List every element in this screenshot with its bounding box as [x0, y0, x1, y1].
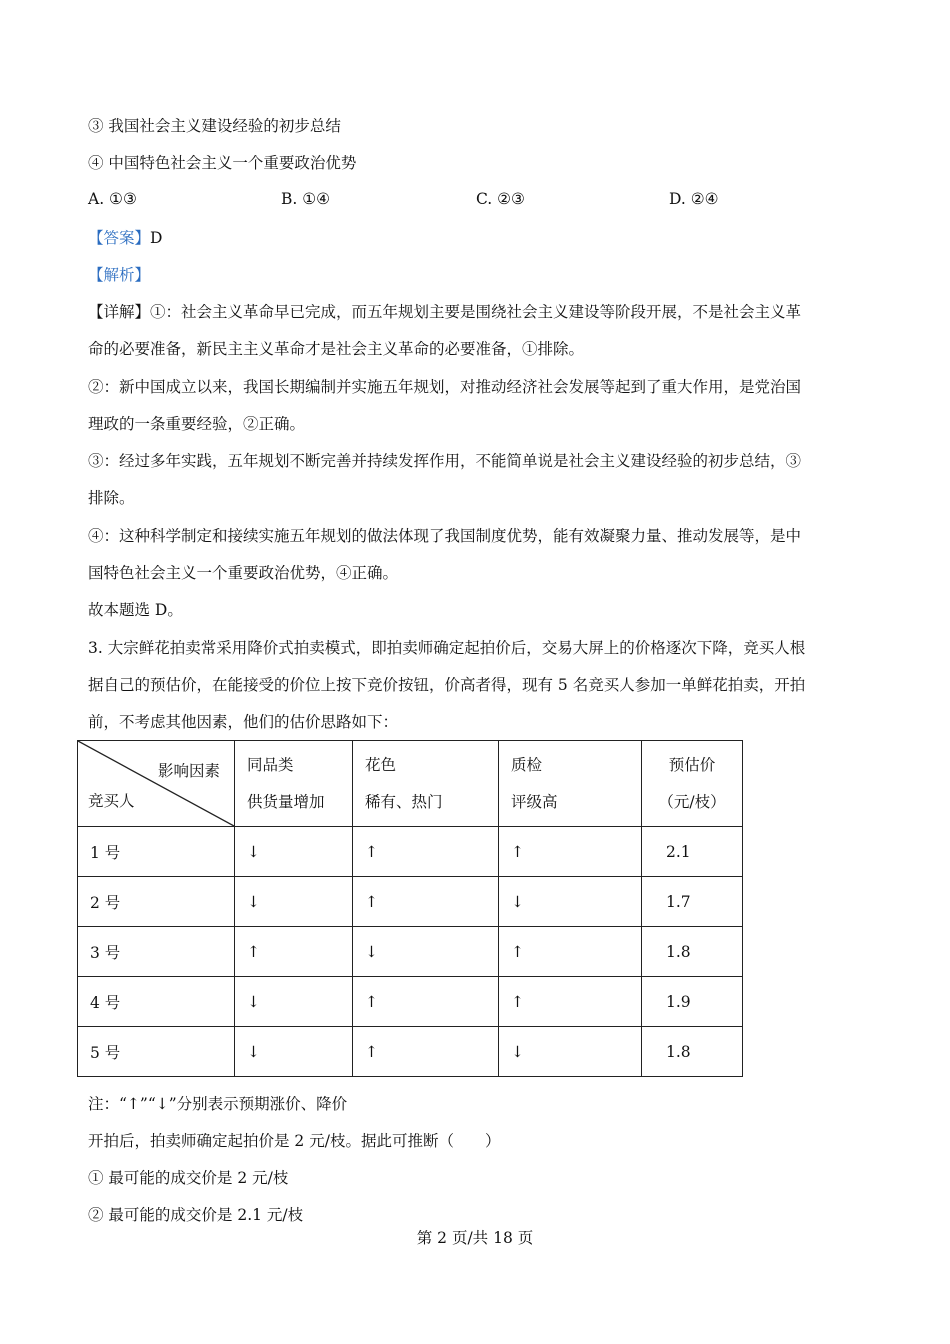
detail-4a: ④：这种科学制定和接续实施五年规划的做法体现了我国制度优势，能有效凝聚力量、推动发展等，是中: [88, 527, 802, 545]
question-3-prompt: 开拍后，拍卖师确定起拍价是 2 元/枝。据此可推断（ ）: [88, 1132, 501, 1150]
corner-label-bidder: 竞买人: [88, 792, 135, 810]
table-row: [78, 827, 743, 877]
supply-trend: ↓: [235, 977, 353, 1027]
estimated-price: 1.9: [642, 977, 743, 1027]
bidder-cell: 2 号: [78, 877, 235, 927]
detail-3b: 排除。: [88, 489, 135, 507]
question-3-line-3: 前，不考虑其他因素，他们的估价思路如下：: [88, 713, 399, 731]
header-color-line1: 花色: [365, 755, 397, 774]
bidder-table: [77, 740, 743, 1077]
conclusion: 故本题选 D。: [88, 601, 183, 619]
color-trend: ↓: [353, 927, 499, 977]
table-note: 注：“↑”“↓”分别表示预期涨价、降价: [88, 1095, 348, 1113]
estimated-price: 2.1: [642, 827, 743, 877]
color-trend: ↑: [353, 877, 499, 927]
supply-trend: ↓: [235, 877, 353, 927]
question-3-option-2: ② 最可能的成交价是 2.1 元/枝: [88, 1206, 304, 1224]
color-trend: ↑: [353, 977, 499, 1027]
bidder-cell: 1 号: [78, 827, 235, 877]
header-supply: [235, 741, 353, 827]
choice-c: C. ②③: [476, 190, 525, 208]
diagonal-line: [78, 741, 234, 826]
quality-trend: ↑: [499, 827, 642, 877]
answer-choices: [88, 190, 788, 212]
detail-1a: 【详解】①：社会主义革命早已完成，而五年规划主要是围绕社会主义建设等阶段开展，不是社会主义革: [88, 303, 802, 321]
header-price: [642, 741, 743, 827]
header-supply-line2: 供货量增加: [247, 792, 325, 811]
bidder-cell: 5 号: [78, 1027, 235, 1077]
table-row: [78, 1027, 743, 1077]
estimated-price: 1.8: [642, 1027, 743, 1077]
detail-3a: ③：经过多年实践，五年规划不断完善并持续发挥作用，不能简单说是社会主义建设经验的初步总结，③: [88, 452, 802, 470]
choice-a: A. ①③: [88, 190, 137, 208]
supply-trend: ↓: [235, 1027, 353, 1077]
option-3-text: ③ 我国社会主义建设经验的初步总结: [88, 117, 341, 135]
bidder-cell: 3 号: [78, 927, 235, 977]
table-row: [78, 927, 743, 977]
header-quality-line1: 质检: [511, 755, 543, 774]
header-price-line2: （元/枝）: [658, 792, 726, 811]
diagonal-header-cell: [78, 741, 235, 827]
bidder-cell: 4 号: [78, 977, 235, 1027]
supply-trend: ↑: [235, 927, 353, 977]
header-quality-line2: 评级高: [511, 792, 558, 811]
quality-trend: ↓: [499, 877, 642, 927]
question-3-line-1: 3. 大宗鲜花拍卖常采用降价式拍卖模式，即拍卖师确定起拍价后，交易大屏上的价格逐次下降，竞买人根: [88, 639, 806, 657]
estimated-price: 1.7: [642, 877, 743, 927]
answer-value: D: [150, 229, 163, 247]
header-price-line1: 预估价: [668, 755, 716, 774]
quality-trend: ↑: [499, 927, 642, 977]
estimated-price: 1.8: [642, 927, 743, 977]
quality-trend: ↓: [499, 1027, 642, 1077]
detail-4b: 国特色社会主义一个重要政治优势，④正确。: [88, 564, 399, 582]
quality-trend: ↑: [499, 977, 642, 1027]
header-supply-line1: 同品类: [247, 755, 294, 774]
choice-b: B. ①④: [281, 190, 331, 208]
choice-d: D. ②④: [669, 190, 719, 208]
corner-label-factor: 影响因素: [157, 762, 220, 780]
detail-2b: 理政的一条重要经验，②正确。: [88, 415, 306, 433]
detail-1b: 命的必要准备，新民主主义革命才是社会主义革命的必要准备，①排除。: [88, 340, 585, 358]
table-row: [78, 877, 743, 927]
page-footer: 第 2 页/共 18 页: [416, 1229, 534, 1247]
color-trend: ↑: [353, 1027, 499, 1077]
option-4-text: ④ 中国特色社会主义一个重要政治优势: [88, 154, 357, 172]
question-3-line-2: 据自己的预估价，在能接受的价位上按下竞价按钮，价高者得，现有 5 名竞买人参加一单鲜花拍卖，开拍: [88, 676, 806, 694]
table-header-row: [78, 741, 743, 827]
color-trend: ↑: [353, 827, 499, 877]
question-3-option-1: ① 最可能的成交价是 2 元/枝: [88, 1169, 289, 1187]
header-color: [353, 741, 499, 827]
table-row: [78, 977, 743, 1027]
header-quality: [499, 741, 642, 827]
detail-2a: ②：新中国成立以来，我国长期编制并实施五年规划，对推动经济社会发展等起到了重大作用，是党治国: [88, 378, 802, 396]
analysis-heading: 【解析】: [88, 266, 151, 284]
answer-line: [88, 227, 162, 249]
answer-tag: 【答案】: [88, 229, 151, 247]
header-color-line2: 稀有、热门: [365, 792, 443, 811]
supply-trend: ↓: [235, 827, 353, 877]
